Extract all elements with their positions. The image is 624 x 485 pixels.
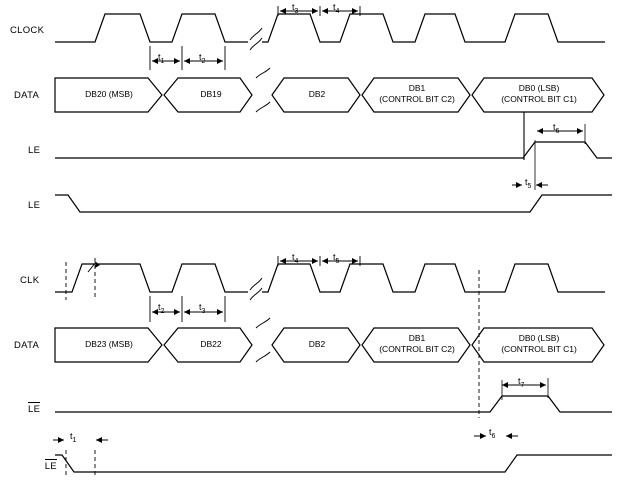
clock-waveform xyxy=(55,14,605,42)
signal-label-le2: LE xyxy=(28,200,41,211)
signal-label-le2-lower: LE xyxy=(44,461,57,472)
data-cell-label-db2-lower: DB2 xyxy=(308,339,326,349)
signal-label-le1: LE xyxy=(28,145,41,156)
data-cell-label-db1-lower: DB1 xyxy=(408,333,426,343)
timing-label-t3-lower: $t_3$ xyxy=(199,302,206,315)
data-cell-label-db20: DB20 (MSB) xyxy=(85,89,133,99)
data-cell-label-db0: DB0 (LSB) xyxy=(518,83,560,93)
timing-label-t4-upper: $t_4$ xyxy=(333,2,340,15)
le2-waveform xyxy=(55,195,612,212)
timing-label-t6-upper: $t_6$ xyxy=(553,122,560,135)
t1-guides-upper xyxy=(150,46,182,70)
timing-label-t5-lower: $t_5$ xyxy=(333,252,340,265)
data-cell-label-db1: DB1 xyxy=(408,83,426,93)
signal-label-clock: CLOCK xyxy=(10,25,45,36)
data-cell-label-db22: DB22 xyxy=(200,339,222,349)
timing-label-t3-upper: $t_3$ xyxy=(292,2,299,15)
timing-label-t4-lower: $t_4$ xyxy=(292,252,299,265)
signal-label-data-lower: DATA xyxy=(14,340,40,351)
clk-break-marks xyxy=(250,278,262,300)
data-cell-label-db19: DB19 xyxy=(200,89,222,99)
signal-label-data: DATA xyxy=(14,90,40,101)
timing-label-t1-lower: $t_1$ xyxy=(70,431,77,444)
data-cell-label-db23: DB23 (MSB) xyxy=(85,339,133,349)
data-cell-label-db2: DB2 xyxy=(308,89,326,99)
clock-break-marks xyxy=(250,28,262,50)
timing-label-t2-upper: $t_2$ xyxy=(199,52,206,65)
signal-label-clk: CLK xyxy=(20,275,40,286)
data-cell-sublabel-db0-lower: (CONTROL BIT C1) xyxy=(501,344,577,354)
data-cell-sublabel-db1-lower: (CONTROL BIT C2) xyxy=(379,344,455,354)
data-break-marks-lower xyxy=(256,318,270,362)
data-cell-label-db0-lower: DB0 (LSB) xyxy=(518,333,560,343)
timing-label-t6-lower: $t_6$ xyxy=(489,427,496,440)
le1-waveform xyxy=(55,142,612,158)
data-break-marks xyxy=(256,68,270,112)
data-cell-sublabel-db0: (CONTROL BIT C1) xyxy=(501,94,577,104)
timing-label-t7-lower: $t_7$ xyxy=(518,376,525,389)
timing-label-t1-upper: $t_1$ xyxy=(158,52,165,65)
le1-waveform-lower xyxy=(55,396,612,412)
clk-waveform xyxy=(55,264,605,292)
signal-label-le1-lower: LE xyxy=(28,404,41,415)
le2-waveform-lower xyxy=(55,455,612,472)
timing-label-t2-lower: $t_2$ xyxy=(158,302,165,315)
timing-label-t5-upper: $t_5$ xyxy=(525,177,532,190)
data-cell-sublabel-db1: (CONTROL BIT C2) xyxy=(379,94,455,104)
